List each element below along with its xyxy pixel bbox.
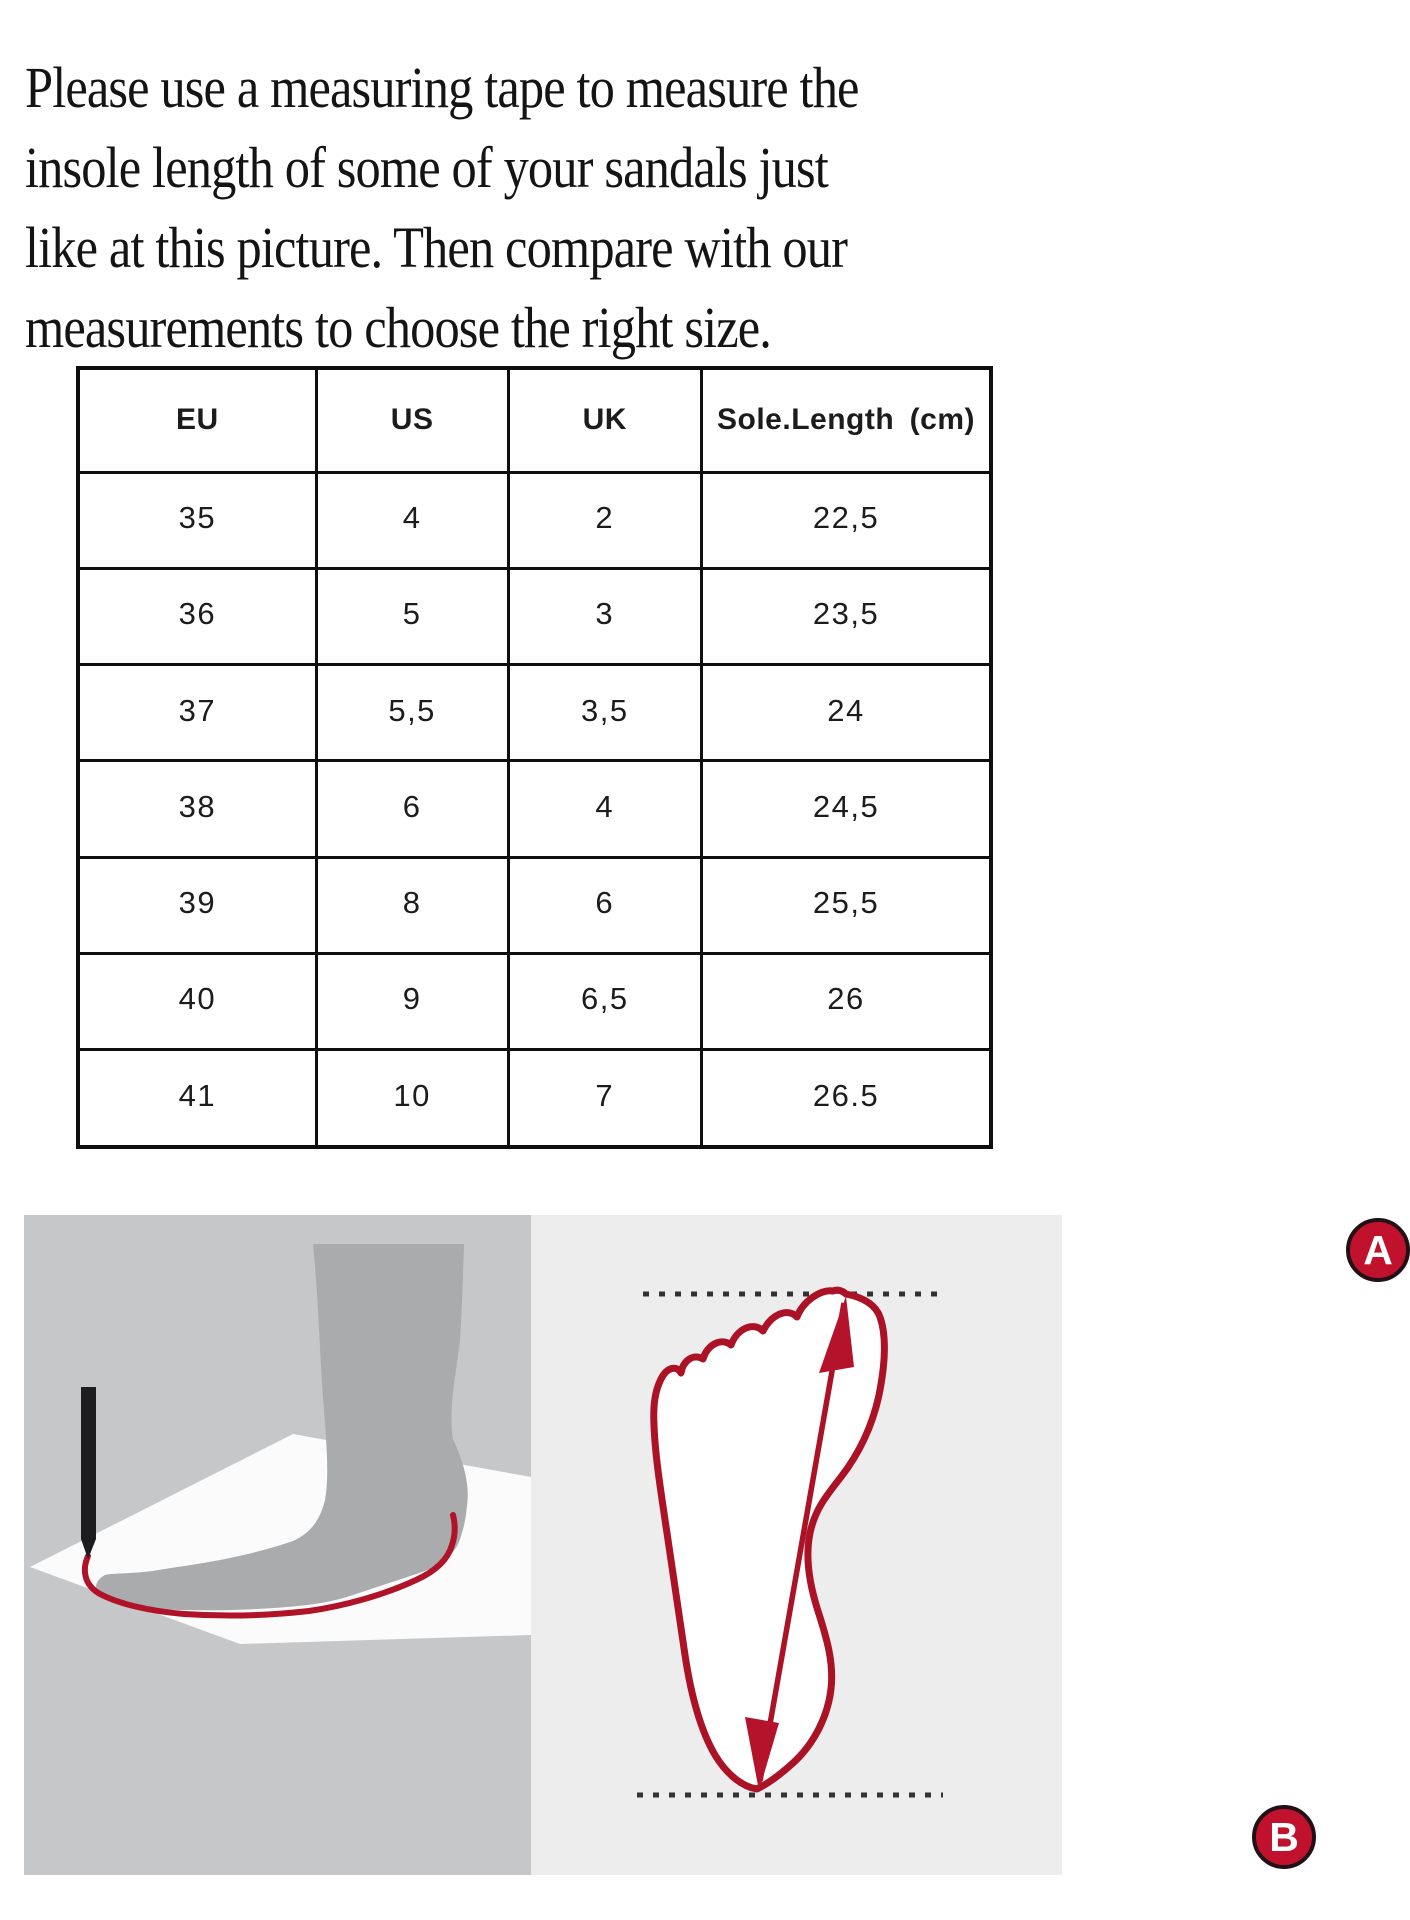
intro-line: like at this picture. Then compare with our	[25, 215, 848, 280]
size-table-cell: 9	[316, 953, 508, 1049]
size-table-cell: 40	[78, 953, 316, 1049]
size-table-column-header: EU	[78, 368, 316, 472]
intro-line: Please use a measuring tape to measure the	[25, 55, 859, 120]
size-table-body	[78, 472, 991, 1147]
size-table-cell: 10	[316, 1050, 508, 1147]
intro-line: measurements to choose the right size.	[25, 295, 772, 360]
size-table-header	[78, 368, 991, 472]
illustration-panels	[0, 1215, 1393, 1875]
size-table-cell: 24,5	[702, 761, 991, 857]
size-table-row	[78, 472, 991, 568]
size-table-cell: 5,5	[316, 665, 508, 761]
size-table-cell: 4	[508, 761, 702, 857]
size-table-cell: 39	[78, 857, 316, 953]
size-table-row	[78, 761, 991, 857]
size-table-cell: 22,5	[702, 472, 991, 568]
size-table-cell: 6,5	[508, 953, 702, 1049]
foot-measuring-drawing	[531, 1215, 1062, 1875]
size-table-cell: 6	[316, 761, 508, 857]
size-table	[76, 366, 993, 1149]
size-table-column-header: Sole.Length (cm)	[702, 368, 991, 472]
marker-b-badge: B	[1252, 1805, 1316, 1869]
size-table-cell: 23,5	[702, 568, 991, 664]
marker-a-badge: A	[1346, 1218, 1410, 1282]
foot-tracing-illustration	[24, 1215, 531, 1875]
size-table-cell: 7	[508, 1050, 702, 1147]
size-table-row	[78, 857, 991, 953]
size-table-column-header: UK	[508, 368, 702, 472]
size-table-cell: 25,5	[702, 857, 991, 953]
size-table-row	[78, 665, 991, 761]
size-table-cell: 4	[316, 472, 508, 568]
size-table-cell: 41	[78, 1050, 316, 1147]
size-table-header-row	[78, 368, 991, 472]
intro-line: insole length of some of your sandals just	[25, 135, 828, 200]
size-table-cell: 2	[508, 472, 702, 568]
size-table-column-header: US	[316, 368, 508, 472]
foot-tracing-drawing	[24, 1215, 531, 1875]
size-table-cell: 3,5	[508, 665, 702, 761]
size-table-row	[78, 953, 991, 1049]
size-table-cell: 8	[316, 857, 508, 953]
size-table-row	[78, 568, 991, 664]
size-table-cell: 26	[702, 953, 991, 1049]
pencil-icon	[81, 1387, 96, 1539]
size-table-row	[78, 1050, 991, 1147]
size-table-cell: 6	[508, 857, 702, 953]
foot-measuring-illustration	[531, 1215, 1393, 1875]
size-table-cell: 26.5	[702, 1050, 991, 1147]
size-table-cell: 5	[316, 568, 508, 664]
intro-text	[25, 48, 983, 368]
size-table-cell: 24	[702, 665, 991, 761]
size-table-cell: 35	[78, 472, 316, 568]
size-table-cell: 37	[78, 665, 316, 761]
size-table-cell: 38	[78, 761, 316, 857]
size-table-cell: 3	[508, 568, 702, 664]
size-table-cell: 36	[78, 568, 316, 664]
